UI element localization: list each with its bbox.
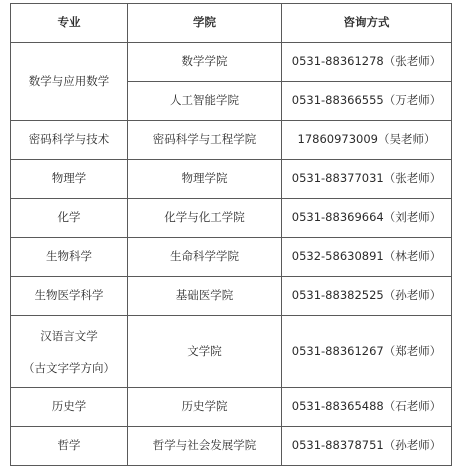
header-college: 学院 <box>128 4 282 43</box>
cell-contact: 0531-88361267（郑老师） <box>282 316 452 388</box>
cell-college: 物理学院 <box>128 160 282 199</box>
cell-major: 生物医学科学 <box>11 277 128 316</box>
table-row <box>11 388 452 427</box>
cell-contact: 0531-88382525（孙老师） <box>282 277 452 316</box>
cell-major: 物理学 <box>11 160 128 199</box>
table-row <box>11 238 452 277</box>
table-row <box>11 277 452 316</box>
cell-contact: 0531-88366555（万老师） <box>282 82 452 121</box>
table-row <box>11 121 452 160</box>
cell-major: 化学 <box>11 199 128 238</box>
cell-contact: 0531-88365488（石老师） <box>282 388 452 427</box>
cell-contact: 0532-58630891（林老师） <box>282 238 452 277</box>
header-major: 专业 <box>11 4 128 43</box>
cell-college: 生命科学学院 <box>128 238 282 277</box>
cell-major-line1: 汉语言文学 <box>40 328 98 343</box>
table-row <box>11 427 452 466</box>
cell-college: 基础医学院 <box>128 277 282 316</box>
cell-major-line2: （古文字学方向） <box>23 360 115 375</box>
cell-college: 密码科学与工程学院 <box>128 121 282 160</box>
cell-contact: 0531-88378751（孙老师） <box>282 427 452 466</box>
cell-contact: 17860973009（吴老师） <box>282 121 452 160</box>
cell-college: 人工智能学院 <box>128 82 282 121</box>
table-row <box>11 43 452 82</box>
cell-major: 密码科学与技术 <box>11 121 128 160</box>
cell-major: 数学与应用数学 <box>11 43 128 121</box>
cell-contact: 0531-88369664（刘老师） <box>282 199 452 238</box>
cell-contact: 0531-88377031（张老师） <box>282 160 452 199</box>
cell-college: 文学院 <box>128 316 282 388</box>
cell-college: 数学学院 <box>128 43 282 82</box>
contact-table <box>10 3 452 466</box>
cell-college: 化学与化工学院 <box>128 199 282 238</box>
cell-major <box>11 316 128 388</box>
table-row <box>11 160 452 199</box>
cell-college: 哲学与社会发展学院 <box>128 427 282 466</box>
cell-contact: 0531-88361278（张老师） <box>282 43 452 82</box>
table-row <box>11 199 452 238</box>
cell-major: 生物科学 <box>11 238 128 277</box>
cell-college: 历史学院 <box>128 388 282 427</box>
cell-major: 历史学 <box>11 388 128 427</box>
header-contact: 咨询方式 <box>282 4 452 43</box>
table-row <box>11 316 452 388</box>
cell-major: 哲学 <box>11 427 128 466</box>
